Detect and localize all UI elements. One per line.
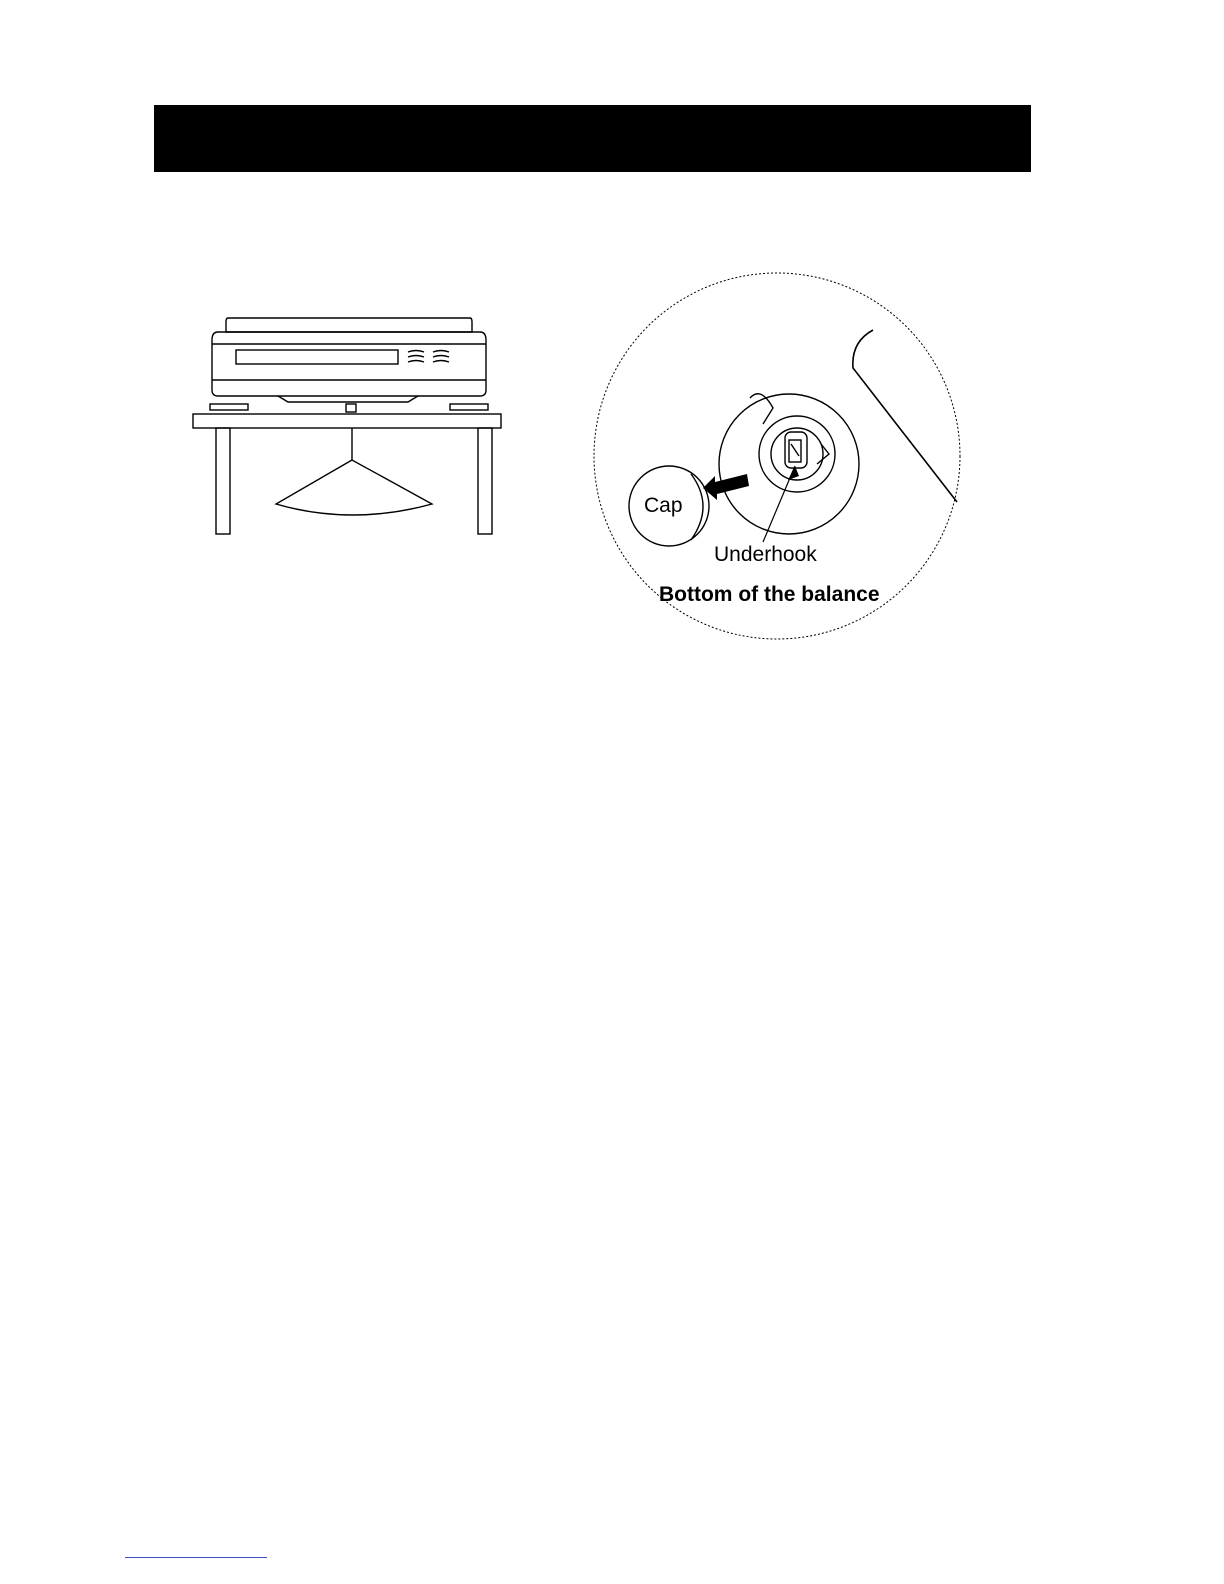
foot-left (210, 404, 248, 410)
display-window (236, 350, 398, 364)
table-top (193, 414, 501, 428)
balance-edge (853, 330, 957, 502)
foot-right (450, 404, 488, 410)
table-leg-right (478, 428, 492, 534)
cap-label: Cap (644, 494, 683, 517)
hanging-pan (276, 460, 432, 515)
key-buttons (408, 351, 449, 363)
balance-on-table-illustration (188, 310, 508, 542)
table-leg-left (216, 428, 230, 534)
removal-arrow-icon (703, 474, 749, 500)
section-header-bar (154, 105, 1031, 172)
recess-disc (719, 394, 859, 534)
footer-rule (125, 1557, 267, 1558)
underhook-detail-illustration (585, 268, 970, 648)
underhook-label: Underhook (714, 543, 817, 566)
weighing-pan (226, 318, 472, 332)
figure-caption: Bottom of the balance (659, 583, 880, 606)
